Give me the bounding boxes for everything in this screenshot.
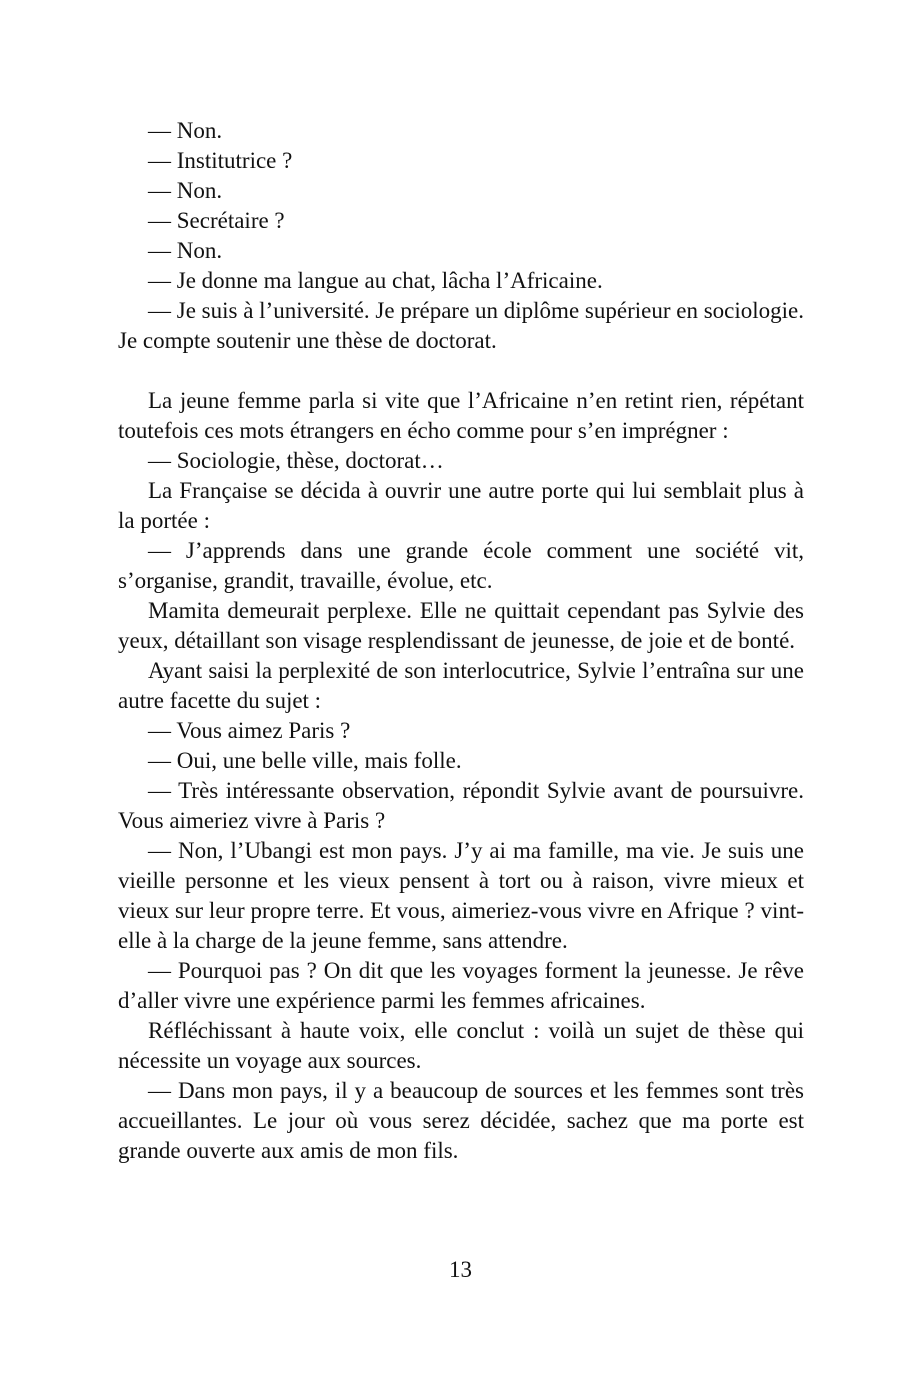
dialogue-line: — Oui, une belle ville, mais folle. (148, 748, 462, 773)
narrative-paragraph: Mamita demeurait perplexe. Elle ne quittait cependant pas Sylvie des yeux, détaillant son visage resplendissant de jeunesse, de joie et de bonté. (118, 598, 804, 653)
narrative-paragraph: Réfléchissant à haute voix, elle conclut : voilà un sujet de thèse qui nécessite un voyage aux sources. (118, 1018, 804, 1073)
dialogue-line: — Institutrice ? (148, 148, 293, 173)
dialogue-line: — Sociologie, thèse, doctorat… (148, 448, 444, 473)
narrative-paragraph: La jeune femme parla si vite que l’Africaine n’en retint rien, répétant toutefois ces mots étrangers en écho comme pour s’en imprégner : (118, 388, 804, 443)
dialogue-line: — Non. (148, 238, 223, 263)
dialogue-line: — Non, l’Ubangi est mon pays. J’y ai ma famille, ma vie. Je suis une vieille personne et les vieux pensent à tort ou à raison, vivre mieux et vieux sur leur propre terre. Et vous, aimeriez-vous vivre en Afrique ? vint-elle à la charge de la jeune femme, sans attendre. (118, 838, 804, 953)
dialogue-line: — Non. (148, 118, 223, 143)
dialogue-line: — Vous aimez Paris ? (148, 718, 351, 743)
dialogue-line: — Pourquoi pas ? On dit que les voyages forment la jeunesse. Je rêve d’aller vivre une expérience parmi les femmes africaines. (118, 958, 804, 1013)
dialogue-line: — Secrétaire ? (148, 208, 285, 233)
page-body (118, 116, 804, 1166)
narrative-paragraph: La Française se décida à ouvrir une autre porte qui lui semblait plus à la portée : (118, 478, 804, 533)
dialogue-line: — Je donne ma langue au chat, lâcha l’Africaine. (148, 268, 603, 293)
narrative-paragraph: Ayant saisi la perplexité de son interlocutrice, Sylvie l’entraîna sur une autre facette du sujet : (118, 658, 804, 713)
page-number: 13 (449, 1257, 472, 1282)
section-break (118, 356, 804, 386)
dialogue-line: — Très intéressante observation, répondit Sylvie avant de poursuivre. Vous aimeriez vivre à Paris ? (118, 778, 804, 833)
dialogue-line: — Je suis à l’université. Je prépare un diplôme supérieur en sociologie. Je compte soutenir une thèse de doctorat. (118, 298, 804, 353)
dialogue-line: — J’apprends dans une grande école comment une société vit, s’organise, grandit, travaille, évolue, etc. (118, 538, 804, 593)
dialogue-line: — Non. (148, 178, 223, 203)
dialogue-line: — Dans mon pays, il y a beaucoup de sources et les femmes sont très accueillantes. Le jour où vous serez décidée, sachez que ma porte est grande ouverte aux amis de mon fils. (118, 1078, 804, 1163)
